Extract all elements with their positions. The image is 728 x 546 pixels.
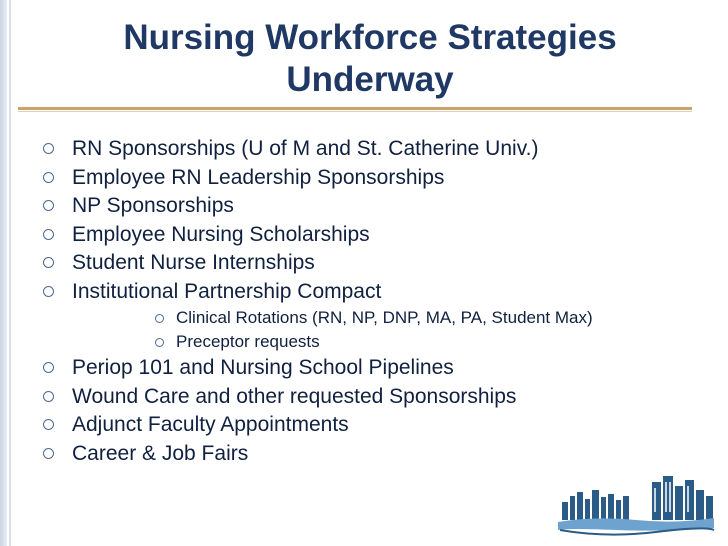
city-skyline-icon <box>556 472 716 540</box>
sub-bullet-text: Clinical Rotations (RN, NP, DNP, MA, PA, Student Max) <box>176 308 593 327</box>
title-line-1: Nursing Workforce Strategies <box>123 18 617 57</box>
bullet-text: Employee Nursing Scholarships <box>72 222 370 246</box>
bullet-item <box>0 249 720 278</box>
bullet-circle-icon <box>43 391 54 402</box>
title-line-2: Underway <box>286 60 454 99</box>
bullet-text: Institutional Partnership Compact <box>72 279 382 303</box>
bullet-item <box>0 383 720 412</box>
bullet-circle-icon <box>43 200 54 211</box>
bullet-text: Career & Job Fairs <box>72 441 249 465</box>
slide-title <box>123 17 616 101</box>
title-divider-thin <box>18 111 692 112</box>
sub-bullet-circle-icon <box>155 338 164 347</box>
bullet-circle-icon <box>43 448 54 459</box>
bullet-item <box>0 221 720 250</box>
bullet-text: Periop 101 and Nursing School Pipelines <box>72 356 454 379</box>
bullet-item <box>0 192 720 221</box>
bullet-item <box>0 411 720 440</box>
bullet-text: Wound Care and other requested Sponsorships <box>72 384 517 408</box>
sub-bullet-text: Preceptor requests <box>176 332 320 351</box>
sub-bullet-list <box>72 306 720 354</box>
bullet-text: Employee RN Leadership Sponsorships <box>72 165 445 189</box>
bullet-text: Adjunct Faculty Appointments <box>72 413 349 436</box>
bullet-item <box>0 135 720 164</box>
bullet-circle-icon <box>43 286 54 297</box>
bullet-circle-icon <box>43 143 54 154</box>
bullet-item <box>0 164 720 193</box>
sub-bullet-circle-icon <box>155 314 164 323</box>
bullet-text: RN Sponsorships (U of M and St. Catherine Univ.) <box>72 137 539 160</box>
sub-bullet-item <box>72 330 720 354</box>
bullet-circle-icon <box>43 229 54 240</box>
bullet-circle-icon <box>43 172 54 183</box>
bullet-circle-icon <box>43 257 54 268</box>
bullet-text: Student Nurse Internships <box>72 251 315 274</box>
bullet-item <box>0 278 720 355</box>
bullet-item <box>0 440 720 469</box>
title-divider <box>18 107 692 110</box>
bullet-item <box>0 354 720 383</box>
sub-bullet-item <box>72 306 720 330</box>
bullet-circle-icon <box>43 419 54 430</box>
bullet-circle-icon <box>43 362 54 373</box>
title-area <box>70 10 670 108</box>
bullet-list <box>0 135 720 468</box>
bullet-text: NP Sponsorships <box>72 194 234 217</box>
